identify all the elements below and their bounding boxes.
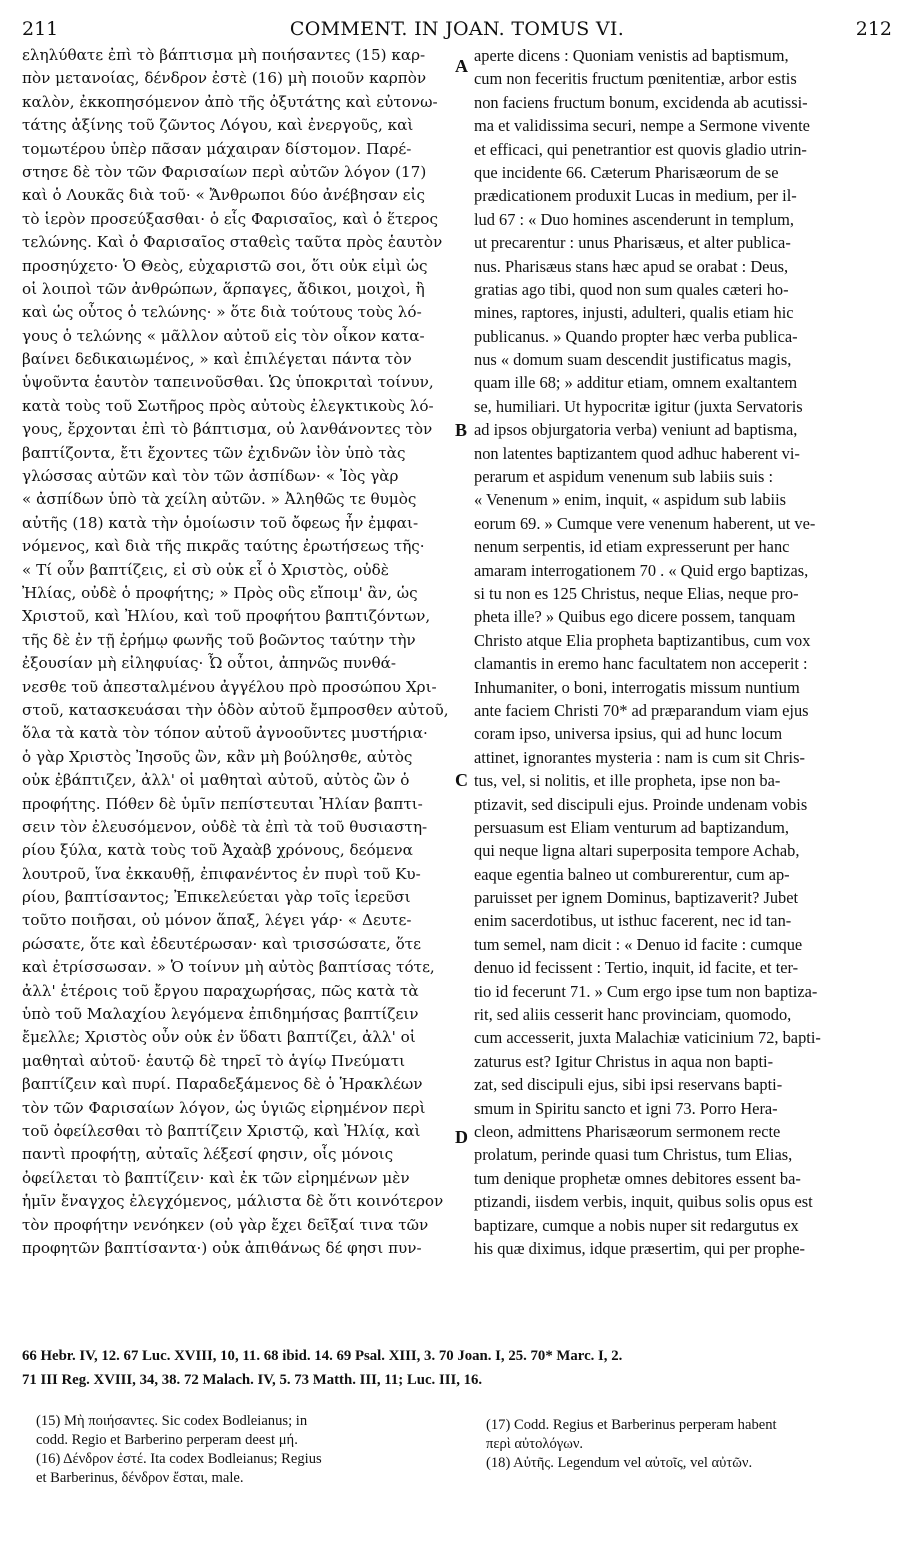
greek-text-line: ὅλα τὰ κατὰ τὸν τόπον αὐτοῦ ἀγνοοῦντες μυστήρια· [22,724,428,743]
latin-text-line: et efficaci, qui penetrantior est quovis gladio utrin- [474,139,807,159]
greek-text-line: αὐτῆς (18) κατὰ τὴν ὁμοίωσιν τοῦ ὄφεως ἦν ἐμφαι- [22,513,419,532]
greek-text-line: λουτροῦ, ἵνα ἐκκαυθῇ, ἐπιφανέντος ἐν πυρὶ τοῦ Κυ- [22,864,421,883]
latin-text-line: enim sacerdotibus, ut isthuc facerent, nec id tan- [474,911,792,931]
latin-text-line: publicanus. » Quando propter hæc verba publica- [474,326,798,346]
greek-text-line: τοῦτο ποιῆσαι, οὐ μόνον ἅπαξ, λέγει γάρ· « Δευτε- [22,911,412,930]
greek-text-line: ἔμελλε; Χριστὸς οὖν οὐκ ἐν ὕδατι βαπτίζει, ἀλλ' οἱ [22,1028,416,1047]
footnote-line: (15) Μὴ ποιήσαντες. Sic codex Bodleianus; in [36,1413,308,1429]
latin-text-line: que incidente 66. Cæterum Pharisæorum de se [474,162,779,182]
greek-text-column [22,44,454,1260]
latin-text-line: tus, vel, si nolitis, et ille propheta, ipse non ba- [474,771,781,791]
greek-text-line: Ἠλίας, οὐδὲ ὁ προφήτης; » Πρὸς οὓς εἴποιμ' ἂν, ὡς [22,583,418,602]
latin-text-line: tum denique prophetæ omnes debitores essent ba- [474,1168,801,1188]
latin-text-line: paruisset per ignem Dominus, baptizaverit? Jubet [474,888,799,908]
greek-text-line: καὶ ὡς οὗτος ὁ τελώνης· » ὅτε διὰ τούτους τοὺς λό- [22,303,422,322]
latin-text-line: « Venenum » enim, inquit, « aspidum sub labiis [474,490,787,510]
footnotes-right [486,1416,896,1473]
greek-text-line: τῆς δὲ ἐν τῇ ἐρήμῳ φωνῆς τοῦ βοῶντος ταύτην τὴν [22,630,416,649]
greek-text-line: ὀφείλεται τὸ βαπτίζειν· καὶ ἐκ τῶν εἰρημένων μὲν [22,1168,410,1187]
latin-text-line: Christo atque Elia propheta baptizantibus, cum vox [474,630,811,650]
latin-text-line: eorum 69. » Cumque vere venenum haberent, ut ve- [474,513,816,533]
latin-text-line: aperte dicens : Quoniam venistis ad baptismum, [474,46,789,65]
latin-text-line: his quæ diximus, idque præsertim, qui per prophe- [474,1238,805,1258]
latin-text-line: denuo id fecissent : Tertio, inquit, id facite, et ter- [474,958,799,978]
greek-text-line: ἀλλ' ἑτέροις τοῦ ἔργου παραχωρήσας, πῶς κατὰ τὰ [22,981,419,1000]
latin-text-line: ad ipsos objurgatoria verba) veniunt ad baptisma, [474,420,798,440]
latin-text-line: cum accesserit, juxta Malachiæ vaticinium 72, bapti- [474,1028,821,1048]
greek-text-line: ρίου ξύλα, κατὰ τοὺς τοῦ Ἀχαὰβ χρόνους, δεόμενα [22,841,413,860]
latin-text-line: tio id fecerunt 71. » Cum ergo ipse tum non baptiza- [474,981,818,1001]
greek-text-line: τὸν τῶν Φαρισαίων λόγον, ὡς ὑγιῶς εἰρημένον περὶ [22,1098,426,1117]
margin-letter-d: D [455,1127,468,1147]
greek-text-line: γους ὁ τελώνης « μᾶλλον αὐτοῦ εἰς τὸν οἶκον κατα- [22,326,425,345]
latin-text-line: attinet, ignorantes mysteria : nam is cum sit Chris- [474,747,805,767]
greek-text-line: ἐξουσίαν μὴ εἰληφυίας· Ὦ οὗτοι, ἀπηνῶς πυνθά- [22,654,396,673]
greek-text-line: τὸν προφήτην νενόηκεν (οὐ γὰρ ἔχει δεῖξαί τινα τῶν [22,1215,429,1234]
greek-text-line: νόμενος, καὶ διὰ τῆς πικρᾶς ταύτης ἐρωτήσεως τῆς· [22,537,425,556]
running-header [22,18,892,42]
margin-letter-b: B [455,420,468,440]
latin-text-line: nus. Pharisæus stans hæc apud se orabat : Deus, [474,256,789,276]
latin-text-line: zat, sed discipuli ejus, sibi ipsi reservans bapti- [474,1075,783,1095]
footnote-line: περὶ αὐτολόγων. [486,1436,584,1452]
latin-text-line: perarum et aspidum venenum sub labiis suis : [474,467,774,487]
greek-text-line: οἱ λοιποὶ τῶν ἀνθρώπων, ἅρπαγες, ἄδικοι, μοιχοὶ, ἢ [22,279,425,298]
latin-text-line: clamantis in eremo hanc facultatem non acceperit : [474,654,808,674]
greek-text-line: ἡμῖν ἔναγχος ἐλεγχόμενος, μάλιστα δὲ ὅτι κοινότερον [22,1192,444,1211]
greek-text-line: γους, ἔρχονται ἐπὶ τὸ βάπτισμα, οὐ λανθάνοντες τὸν [22,420,433,439]
margin-letter-c: C [455,770,468,790]
greek-text-line: βαπτίζειν καὶ πυρί. Παραδεξάμενος δὲ ὁ Ἡρακλέων [22,1075,423,1094]
greek-text-line: ρώσατε, ὅτε καὶ ἐδευτέρωσαν· καὶ τρισσώσατε, ὅτε [22,934,422,953]
latin-text-line: ante faciem Christi 70* ad præparandum viam ejus [474,700,809,720]
page-title: COMMENT. IN JOAN. TOMUS VI. [289,18,625,40]
latin-text-line: prolatum, perinde quasi tum Christus, tum Elias, [474,1145,793,1165]
greek-text-line: καλὸν, ἐκκοπησόμενον ἀπὸ τῆς ὀξυτάτης καὶ εὐτονω- [22,92,438,111]
latin-text-line: non latentes baptizantem quod adhuc haberent vi- [474,443,800,463]
latin-text-line: qui neque ligna altari superposita tempore Achab, [474,841,800,861]
greek-text-line: παντὶ προφήτῃ, αὐταῖς λέξεσί φησιν, οἷς μόνοις [22,1145,394,1164]
greek-text-line: προσηύχετο· Ὁ Θεὸς, εὐχαριστῶ σοι, ὅτι οὐκ εἰμὶ ὡς [22,256,428,275]
margin-letter-a: A [455,56,468,76]
footnote-line: (17) Codd. Regius et Barberinus perperam habent [486,1417,777,1433]
latin-text-line: se, humiliari. Ut hypocritæ igitur (juxta Servatoris [474,396,803,416]
latin-text-line: smum in Spiritu sancto et igni 73. Porro Hera- [474,1098,778,1118]
latin-text-line: ptizavit, sed discipuli ejus. Proinde undenam vobis [474,794,808,814]
latin-text-line: quam ille 68; » additur etiam, omnem exaltantem [474,373,798,393]
greek-text-line: πὸν μετανοίας, δένδρον ἐστὲ (16) μὴ ποιοῦν καρπὸν [22,69,427,88]
greek-text-line: ὑψοῦντα ἑαυτὸν ταπεινοῦσθαι. Ὡς ὑποκριταὶ τοίνυν, [22,373,434,392]
greek-text-line: στοῦ, κατασκευάσαι τὴν ὁδὸν αὐτοῦ ἔμπροσθεν αὐτοῦ, [22,700,449,719]
latin-text-line: ptizandi, iisdem verbis, inquit, quibus solis opus est [474,1192,813,1212]
latin-text-line: zaturus est? Igitur Christus in aqua non bapti- [474,1051,774,1071]
greek-text-line: βαίνει δεδικαιωμένος, » καὶ ἐπιλέγεται πάντα τὸν [22,350,412,369]
latin-text-line: nenum serpentis, id etiam expresserunt per hanc [474,537,790,557]
footnote-line: (16) Δένδρον ἐστέ. Ita codex Bodleianus; Regius [36,1451,322,1467]
scripture-references-line-1: 66 Hebr. IV, 12. 67 Luc. XVIII, 10, 11. 68 ibid. 14. 69 Psal. XIII, 3. 70 Joan. I, 25. 70* Marc. I, 2. [22,1348,623,1364]
greek-text-line: προφητῶν βαπτίσαντα·) οὐκ ἀπιθάνως δέ φησι πυν- [22,1238,422,1257]
footnote-line: et Barberinus, δένδρον ἔσται, male. [36,1470,244,1486]
greek-text-line: γλώσσας αὐτῶν καὶ τὸν τῶν ἀσπίδων· « Ἰὸς γὰρ [22,467,399,486]
latin-text-line: amaram interrogationem 70 . « Quid ergo baptizas, [474,560,809,580]
latin-text-line: non faciens fructum bonum, excidenda ab acutissi- [474,92,808,112]
footnotes-left [36,1412,456,1488]
latin-text-line: Inhumaniter, o boni, interrogatis missum nuntium [474,677,800,697]
latin-text-line: eaque egentia balneo ut comburerentur, cum ap- [474,864,790,884]
latin-text-line: ma et validissima securi, nempe a Sermone vivente [474,116,810,136]
greek-text-line: ρίου, βαπτίσαντος; Ἐπικελεύεται γὰρ τοῖς ἱερεῦσι [22,888,411,907]
latin-text-line: si tu non es 125 Christus, neque Elias, neque pro- [474,583,799,603]
greek-text-line: καὶ ὁ Λουκᾶς διὰ τοῦ· « Ἄνθρωποι δύο ἀνέβησαν εἰς [22,186,426,205]
greek-text-line: ὑπὸ τοῦ Μαλαχίου λεγόμενα ἐπιδημήσας βαπτίζειν [22,1005,419,1024]
greek-text-line: οὐκ ἐβάπτιζεν, ἀλλ' οἱ μαθηταὶ αὐτοῦ, αὐτὸς ὢν ὁ [22,771,410,790]
greek-text-line: τοῦ ὀφείλεσθαι τὸ βαπτίζειν Χριστῷ, καὶ Ἠλίᾳ, καὶ [22,1121,421,1140]
footnote-line: codd. Regio et Barberino perperam deest μή. [36,1432,298,1448]
greek-text-line: « Τί οὖν βαπτίζεις, εἰ σὺ οὐκ εἶ ὁ Χριστὸς, οὐδὲ [22,560,389,579]
latin-text-line: prædicationem produxit Lucas in medium, per il- [474,186,797,206]
greek-text-line: στησε δὲ τὸν τῶν Φαρισαίων περὶ αὐτῶν λόγον (17) [22,162,427,181]
greek-text-line: τὸ ἱερὸν προσεύξασθαι· ὁ εἷς Φαρισαῖος, καὶ ὁ ἕτερος [22,209,438,228]
latin-text-line: rit, sed aliis cesserit hanc provinciam, quomodo, [474,1005,792,1025]
latin-text-line: gratias ago tibi, quod non sum quales cæteri ho- [474,279,789,299]
greek-text-line: καὶ ἐτρίσσωσαν. » Ὁ τοίνυν μὴ αὐτὸς βαπτίσας τότε, [22,958,435,977]
latin-text-line: lud 67 : « Duo homines ascenderunt in templum, [474,209,795,229]
latin-text-line: persuasum est Eliam venturum ad baptizandum, [474,817,789,837]
greek-text-line: τάτης ἀξίνης τοῦ ζῶντος Λόγου, καὶ ἐνεργοῦς, καὶ [22,116,414,135]
latin-text-line: nus « domum suam descendit justificatus magis, [474,350,792,370]
page-number-left: 211 [22,18,59,40]
greek-text-line: Χριστοῦ, καὶ Ἠλίου, καὶ τοῦ προφήτου βαπτιζόντων, [22,607,431,626]
greek-text-line: σειν τὸν ἐλευσόμενον, οὐδὲ τὰ ἐπὶ τὰ τοῦ θυσιαστη- [22,817,428,836]
latin-text-line: cleon, admittens Pharisæorum sermonem recte [474,1121,781,1141]
greek-text-line: ὁ γὰρ Χριστὸς Ἰησοῦς ὢν, κἂν μὴ βούλησθε, αὐτὸς [22,747,413,766]
latin-text-line: tum semel, nam dicit : « Denuo id facite : cumque [474,934,803,954]
scripture-references-line-2: 71 III Reg. XVIII, 34, 38. 72 Malach. IV, 5. 73 Matth. III, 11; Luc. III, 16. [22,1372,483,1388]
latin-text-line: baptizare, cumque a nobis nuper sit redargutus ex [474,1215,799,1235]
latin-text-column [474,44,894,1260]
greek-text-line: τομωτέρου ὑπὲρ πᾶσαν μάχαιραν δίστομον. Παρέ- [22,139,412,158]
greek-text-line: « ἀσπίδων ὑπὸ τὰ χείλη αὐτῶν. » Ἀληθῶς τε θυμὸς [22,490,417,509]
greek-text-line: βαπτίζοντα, ἔτι ἔχοντες τῶν ἐχιδνῶν ἰὸν ὑπὸ τὰς [22,443,406,462]
latin-text-line: ut precarentur : unus Pharisæus, et alter publica- [474,233,791,253]
latin-text-line: mines, raptores, injusti, adulteri, qualis etiam hic [474,303,794,323]
greek-text-line: κατὰ τοὺς τοῦ Σωτῆρος πρὸς αὐτοὺς ἐλεγκτικοὺς λό- [22,396,434,415]
page-number-right: 212 [855,18,892,40]
greek-text-line: μαθηταὶ αὐτοῦ· ἑαυτῷ δὲ τηρεῖ τὸ ἁγίῳ Πνεύματι [22,1051,406,1070]
latin-text-line: coram ipso, universa ipsius, qui ad hunc locum [474,724,783,744]
latin-text-line: pheta ille? » Quibus ego dicere possem, tanquam [474,607,796,627]
greek-text-line: εληλύθατε ἐπὶ τὸ βάπτισμα μὴ ποιήσαντες (15) καρ- [22,46,426,64]
greek-text-line: προφήτης. Πόθεν δὲ ὑμῖν πεπίστευται Ἠλίαν βαπτι- [22,794,423,813]
footnote-line: (18) Αὐτῆς. Legendum vel αὐτοῖς, vel αὐτῶν. [486,1455,753,1471]
greek-text-line: νεσθε τοῦ ἀπεσταλμένου ἀγγέλου πρὸ προσώπου Χρι- [22,677,437,696]
greek-text-line: τελώνης. Καὶ ὁ Φαρισαῖος σταθεὶς ταῦτα πρὸς ἑαυτὸν [22,233,443,252]
latin-text-line: cum non feceritis fructum pœnitentiæ, arbor estis [474,69,797,89]
